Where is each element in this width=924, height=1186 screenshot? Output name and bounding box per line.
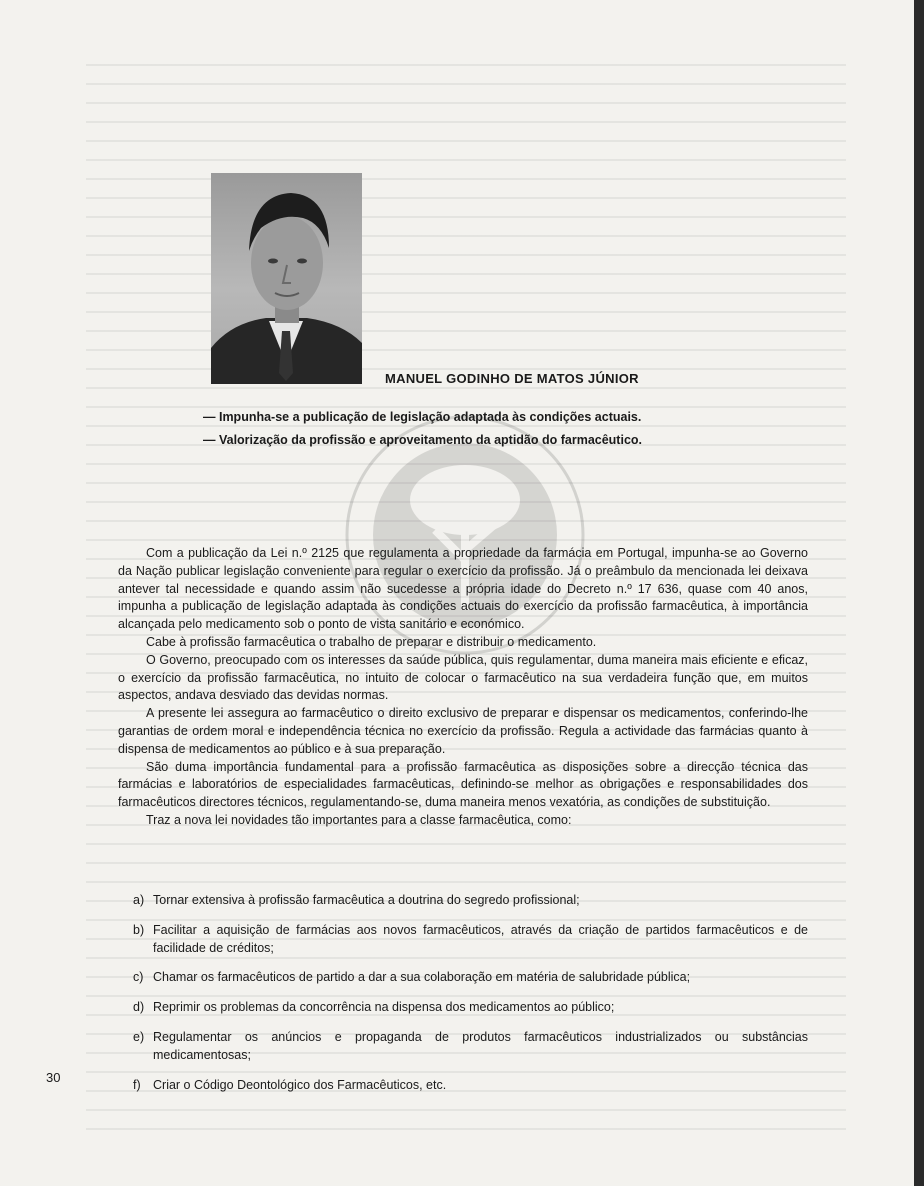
list-marker: a) — [133, 893, 145, 907]
page-number: 30 — [46, 1070, 61, 1085]
paragraph: Traz a nova lei novidades tão importantes para a classe farmacêutica, como: — [146, 812, 572, 827]
list-item — [133, 999, 808, 1017]
list-item — [133, 892, 808, 910]
list-marker: d) — [133, 1000, 145, 1015]
paragraph: Com a publicação da Lei n.º 2125 que regulamenta a propriedade da farmácia em Portugal, impunha-se ao Governo da Nação publicar legislação conveniente para regular o exercício da profissão. Já o preâmbulo da mencionada lei deixava antever tal necessidade e quando assim não sucedesse a própria idade do Decreto n.º 17 636, quase com 40 anos, impunha a publicação de legislação adaptada às condições actuais do exercício da profissão farmacêutica, à importância alcançada pelo medicamento sob o ponto de vista sanitário e económico. — [118, 546, 808, 632]
list-item — [133, 1077, 808, 1095]
portrait-photo — [211, 173, 362, 384]
list-marker: f) — [133, 1077, 141, 1092]
list-item — [133, 1029, 808, 1065]
list-text: Facilitar a aquisição de farmácias aos novos farmacêuticos, através da criação de partidos farmacêuticos e de facilidade de créditos; — [153, 922, 808, 955]
paragraph: São duma importância fundamental para a profissão farmacêutica as disposições sobre a direcção técnica das farmácias e laboratórios de especialidades farmacêuticas, definindo-se melhor as obrigações e responsabilidades dos farmacêuticos directores técnicos, regulamentando-se, duma maneira menos vexatória, as condições de substituição. — [118, 759, 808, 810]
portrait-caption: MANUEL GODINHO DE MATOS JÚNIOR — [385, 371, 639, 386]
list-marker: b) — [133, 922, 145, 937]
paragraph: O Governo, preocupado com os interesses da saúde pública, quis regulamentar, duma maneira mais eficiente e eficaz, o exercício da profissão farmacêutica, no intuito de colocar o farmacêutico na sua verdadeira função que, em muitos aspectos, andava desviado das devidas normas. — [118, 652, 808, 703]
subtitle-1: — Impunha-se a publicação de legislação adaptada às condições actuais. — [203, 410, 642, 424]
list-text: Criar o Código Deontológico dos Farmacêuticos, etc. — [153, 1077, 447, 1092]
list-text: Tornar extensiva à profissão farmacêutica a doutrina do segredo profissional; — [153, 893, 580, 907]
subtitle-2: — Valorização da profissão e aproveitamento da aptidão do farmacêutico. — [203, 433, 643, 447]
list-marker: c) — [133, 970, 144, 985]
list-item — [133, 922, 808, 958]
list-text: Regulamentar os anúncios e propaganda de produtos farmacêuticos industrializados ou substâncias medicamentosas; — [153, 1029, 808, 1062]
list-marker: e) — [133, 1029, 145, 1044]
list-text: Chamar os farmacêuticos de partido a dar a sua colaboração em matéria de salubridade pública; — [153, 970, 691, 985]
list-item — [133, 969, 808, 987]
novelties-list — [133, 892, 808, 1106]
paragraph: A presente lei assegura ao farmacêutico o direito exclusivo de preparar e dispensar os medicamentos, conferindo-lhe garantias de ordem moral e independência técnica no exercício da profissão. Regula a actividade das farmácias quanto à dispensa de medicamentos ao público e à sua preparação. — [118, 706, 808, 756]
article-body — [118, 545, 808, 830]
paragraph: Cabe à profissão farmacêutica o trabalho de preparar e distribuir o medicamento. — [146, 634, 597, 649]
list-text: Reprimir os problemas da concorrência na dispensa dos medicamentos ao público; — [153, 1000, 615, 1015]
